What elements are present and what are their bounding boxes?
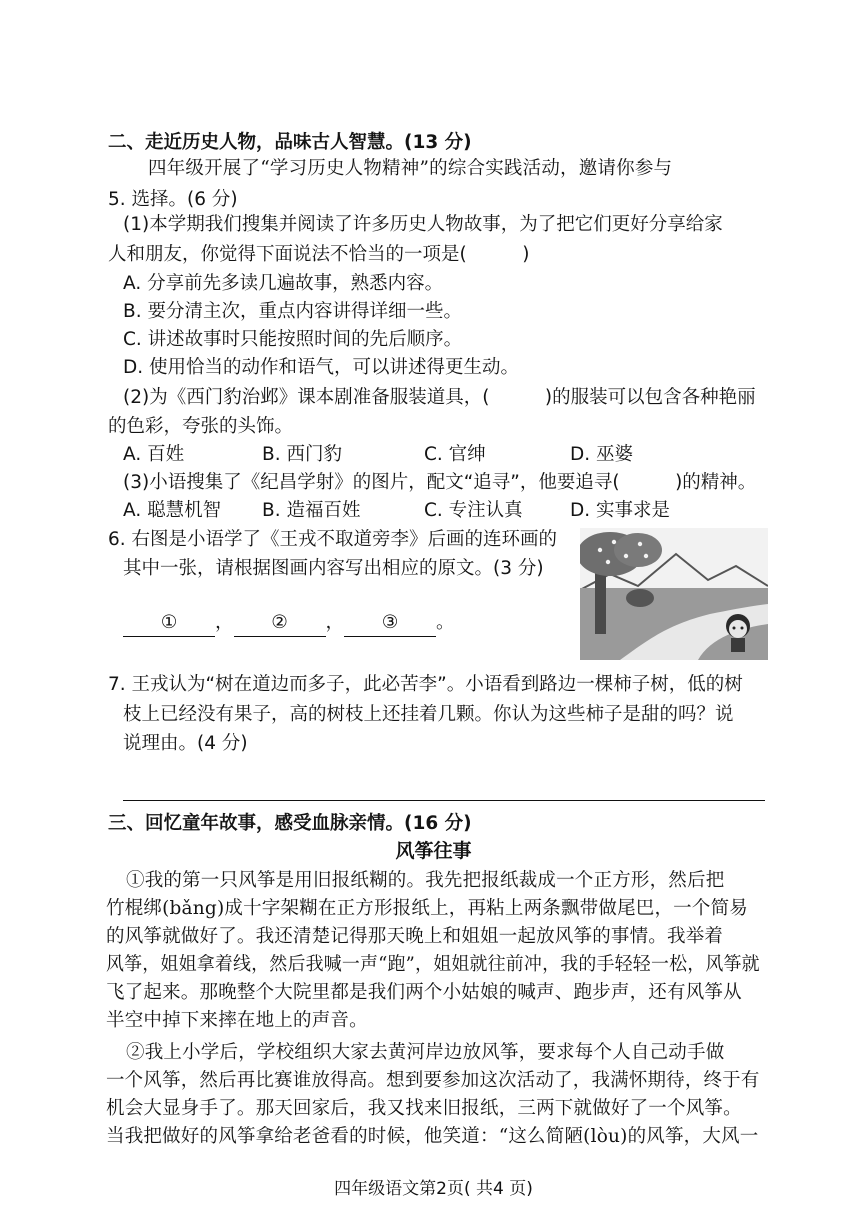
q5-part3-option-d: D. 实事求是 — [570, 500, 671, 521]
q5-part2-option-c: C. 官绅 — [424, 444, 486, 465]
q5-part2-line2: 的色彩，夸张的头饰。 — [108, 416, 294, 437]
answer-blank-3[interactable]: ③ — [344, 610, 436, 637]
passage-line-6: 半空中掉下来摔在地上的声音。 — [106, 1010, 368, 1031]
passage-line-8: 一个风筝，然后再比赛谁放得高。想到要参加这次活动了，我满怀期待，终于有 — [106, 1070, 760, 1091]
question-7-line3: 说理由。(4 分) — [123, 733, 248, 754]
q5-part1-option-a: A. 分享前先多读几遍故事，熟悉内容。 — [123, 273, 444, 294]
question-5-heading: 5. 选择。(6 分) — [108, 189, 238, 210]
q5-part1-line2: 人和朋友，你觉得下面说法不恰当的一项是( ) — [108, 244, 530, 265]
passage-line-3: 的风筝就做好了。我还清楚记得那天晚上和姐姐一起放风筝的事情。我举着 — [106, 926, 724, 947]
q5-part2-option-b: B. 西门豹 — [262, 444, 342, 465]
page-footer: 四年级语文第2页( 共4 页) — [334, 1179, 533, 1199]
answer-blank-1[interactable]: ① — [123, 610, 215, 637]
q5-part1-option-c: C. 讲述故事时只能按照时间的先后顺序。 — [123, 329, 463, 350]
question-6-line2: 其中一张，请根据图画内容写出相应的原文。(3 分) — [123, 558, 544, 579]
passage-line-2: 竹棍绑(bǎng)成十字架糊在正方形报纸上，再粘上两条飘带做尾巴，一个简易 — [106, 898, 748, 919]
question-7-line1: 7. 王戎认为“树在道边而多子，此必苦李”。小语看到路边一棵柿子树，低的树 — [108, 674, 743, 695]
passage-line-1: ①我的第一只风筝是用旧报纸糊的。我先把报纸裁成一个正方形，然后把 — [126, 870, 725, 891]
q5-part3-option-a: A. 聪慧机智 — [123, 500, 222, 521]
answer-line[interactable] — [123, 800, 765, 801]
passage-line-5: 飞了起来。那晚整个大院里都是我们两个小姑娘的喊声、跑步声，还有风筝从 — [106, 982, 742, 1003]
q5-part1-line1: (1)本学期我们搜集并阅读了许多历史人物故事，为了把它们更好分享给家 — [123, 214, 723, 235]
illustration-plum-tree — [580, 528, 768, 660]
passage-line-10: 当我把做好的风筝拿给老爸看的时候，他笑道：“这么简陋(lòu)的风筝，大风一 — [106, 1126, 759, 1147]
passage-line-4: 风筝，姐姐拿着线，然后我喊一声“跑”，姐姐就往前冲，我的手轻轻一松，风筝就 — [106, 954, 760, 975]
section-intro: 四年级开展了“学习历史人物精神”的综合实践活动，邀请你参与 — [148, 158, 673, 179]
section-heading-3: 三、回忆童年故事，感受血脉亲情。(16 分) — [108, 813, 472, 834]
question-7-line2: 枝上已经没有果子，高的树枝上还挂着几颗。你认为这些柿子是甜的吗？说 — [123, 704, 734, 725]
section-heading-2: 二、走近历史人物，品味古人智慧。(13 分) — [108, 132, 472, 153]
q5-part3-option-c: C. 专注认真 — [424, 500, 523, 521]
q5-part2-option-a: A. 百姓 — [123, 444, 185, 465]
passage-line-7: ②我上小学后，学校组织大家去黄河岸边放风筝，要求每个人自己动手做 — [126, 1042, 725, 1063]
answer-blank-2[interactable]: ② — [234, 610, 326, 637]
q6-answer-row: ① ， ② ， ③ 。 — [123, 610, 455, 637]
question-6-line1: 6. 右图是小语学了《王戎不取道旁李》后画的连环画的 — [108, 529, 558, 550]
q5-part1-option-b: B. 要分清主次，重点内容讲得详细一些。 — [123, 301, 462, 322]
q5-part1-option-d: D. 使用恰当的动作和语气，可以讲述得更生动。 — [123, 357, 520, 378]
passage-line-9: 机会大显身手了。那天回家后，我又找来旧报纸，三两下就做好了一个风筝。 — [106, 1098, 742, 1119]
q5-part2-line1: (2)为《西门豹治邺》课本剧准备服装道具，( )的服装可以包含各种艳丽 — [123, 387, 756, 408]
passage-title: 风筝往事 — [395, 840, 472, 862]
q5-part2-option-d: D. 巫婆 — [570, 444, 634, 465]
q5-part3-line: (3)小语搜集了《纪昌学射》的图片，配文“追寻”，他要追寻( )的精神。 — [123, 472, 757, 493]
q5-part3-option-b: B. 造福百姓 — [262, 500, 361, 521]
